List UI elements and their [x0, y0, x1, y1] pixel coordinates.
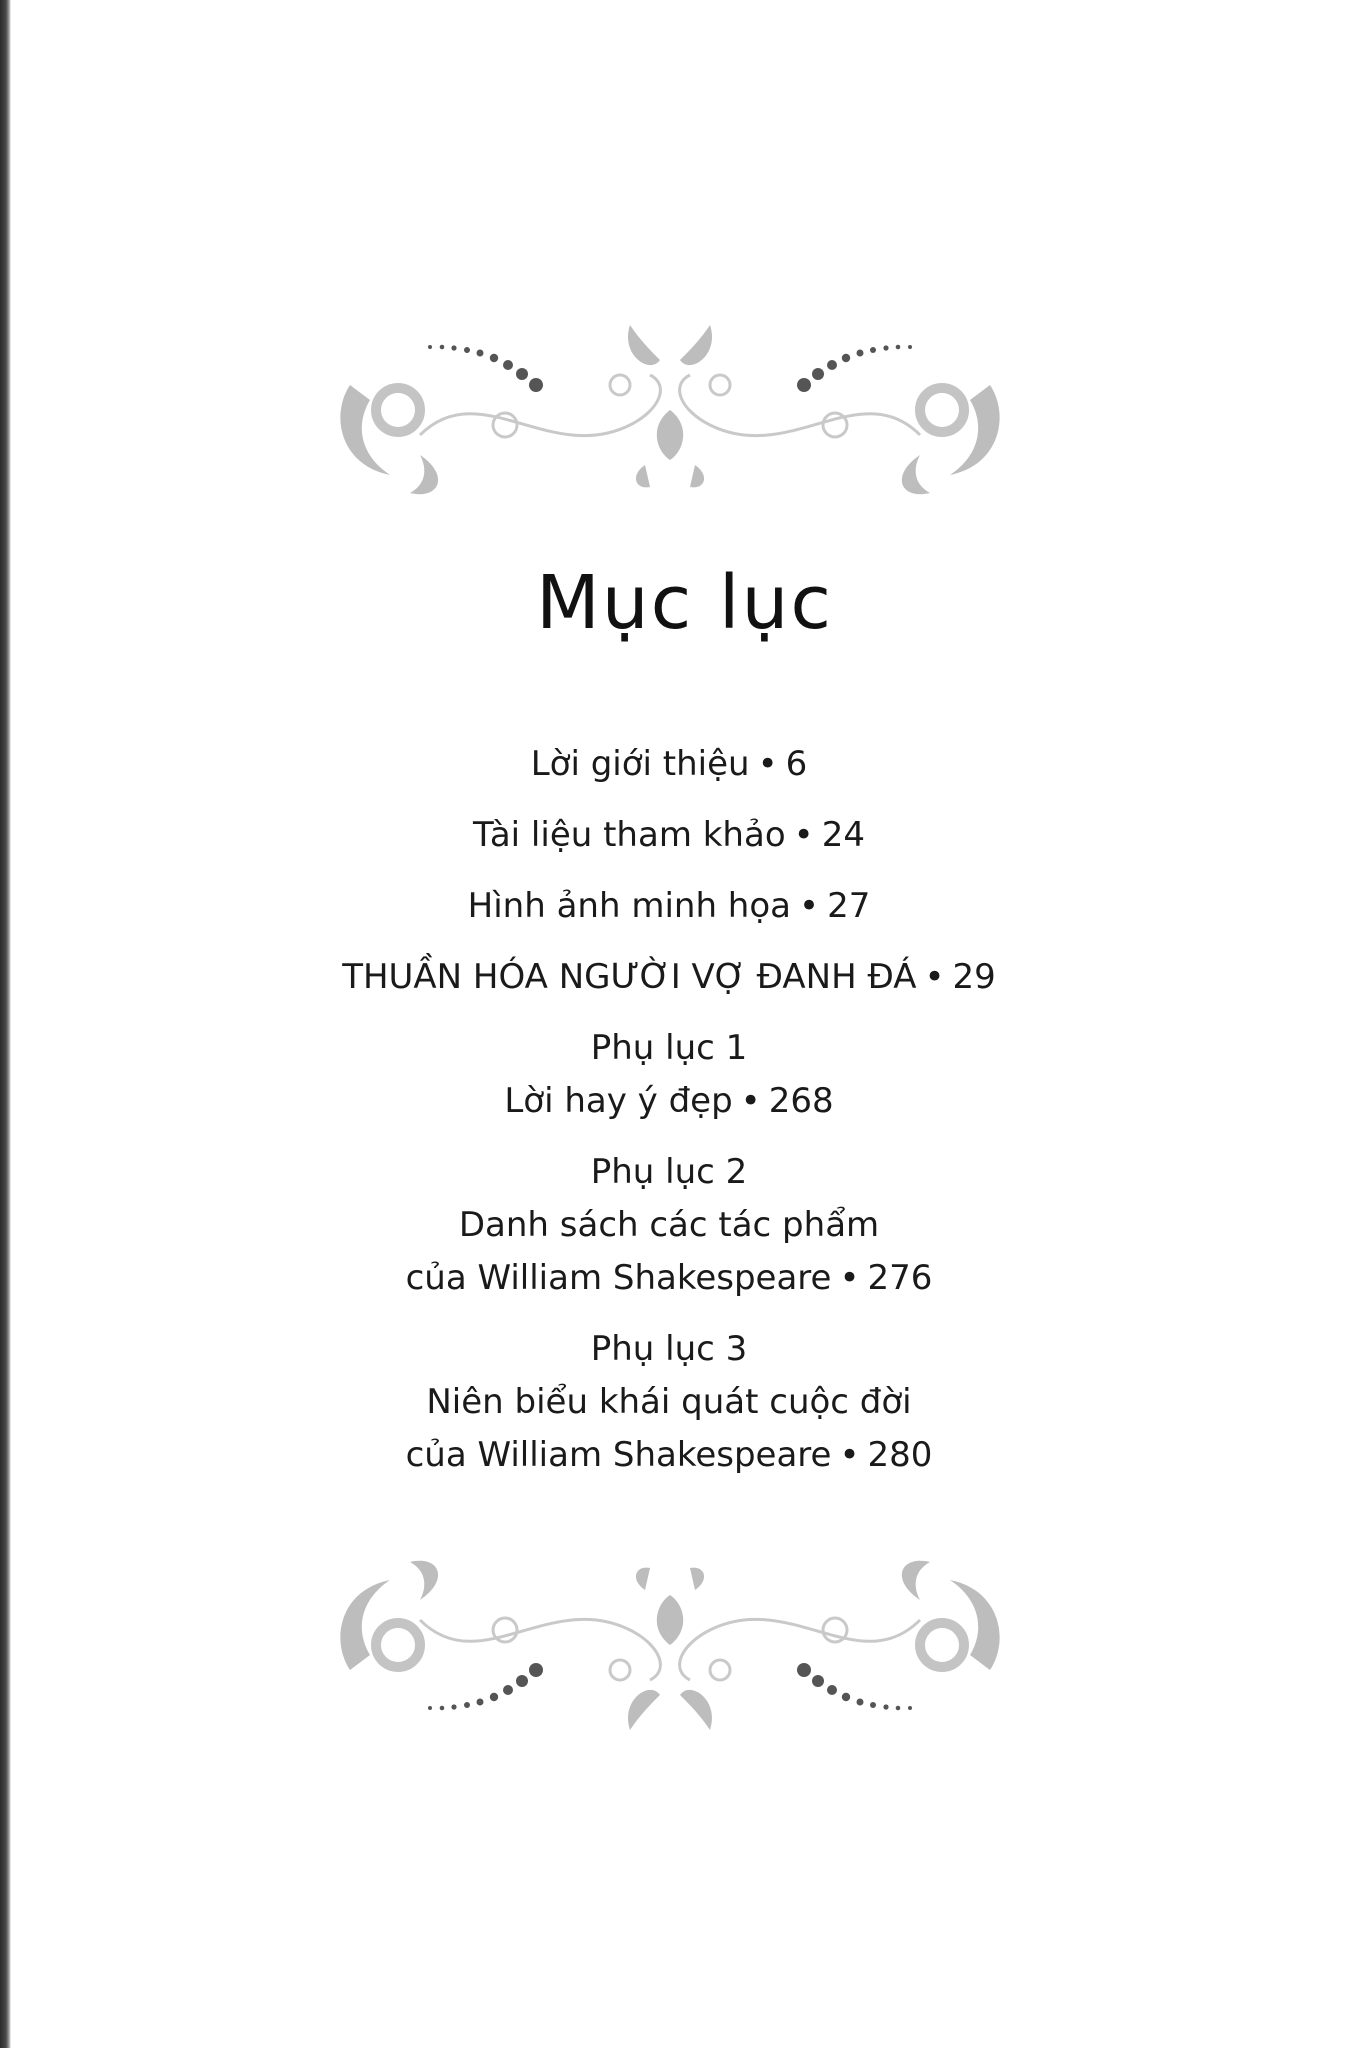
- toc-entry[interactable]: [0, 951, 1338, 1004]
- toc-page-number: 6: [785, 744, 808, 784]
- bullet-separator: •: [924, 957, 945, 997]
- toc-entry[interactable]: [0, 1323, 1338, 1482]
- table-of-contents: [0, 738, 1338, 1500]
- toc-page-number: 276: [867, 1258, 933, 1298]
- toc-page-number: 280: [867, 1435, 933, 1475]
- toc-entry[interactable]: [0, 1022, 1338, 1128]
- toc-entry[interactable]: [0, 1146, 1338, 1305]
- bullet-separator: •: [839, 1258, 860, 1298]
- bullet-separator: •: [740, 1081, 761, 1121]
- toc-entry-title: THUẦN HÓA NGƯỜI VỢ ĐANH ĐÁ: [342, 957, 917, 997]
- toc-page-number: 29: [952, 957, 996, 997]
- bottom-flourish-ornament: [330, 1550, 1010, 1740]
- toc-entry[interactable]: [0, 738, 1338, 791]
- toc-entry-title: của William Shakespeare: [405, 1435, 832, 1475]
- toc-entry-title: Lời giới thiệu: [530, 744, 750, 784]
- toc-page-number: 24: [821, 815, 865, 855]
- appendix-label: Phụ lục 2: [590, 1152, 748, 1192]
- top-flourish-ornament: [330, 315, 1010, 505]
- toc-entry-subtitle: Niên biểu khái quát cuộc đời: [426, 1382, 912, 1422]
- toc-entry-title: Lời hay ý đẹp: [504, 1081, 733, 1121]
- toc-entry-subtitle: Danh sách các tác phẩm: [458, 1205, 880, 1245]
- toc-entry-title: Hình ảnh minh họa: [467, 886, 791, 926]
- toc-page-number: 268: [768, 1081, 834, 1121]
- toc-entry-title: Tài liệu tham khảo: [473, 815, 786, 855]
- bullet-separator: •: [793, 815, 814, 855]
- toc-entry[interactable]: [0, 880, 1338, 933]
- toc-page-number: 27: [827, 886, 871, 926]
- toc-entry-title: của William Shakespeare: [405, 1258, 832, 1298]
- bullet-separator: •: [757, 744, 778, 784]
- page-title: Mục lục: [535, 560, 834, 646]
- toc-entry[interactable]: [0, 809, 1338, 862]
- appendix-label: Phụ lục 3: [590, 1329, 748, 1369]
- appendix-label: Phụ lục 1: [590, 1028, 748, 1068]
- bullet-separator: •: [799, 886, 820, 926]
- bullet-separator: •: [839, 1435, 860, 1475]
